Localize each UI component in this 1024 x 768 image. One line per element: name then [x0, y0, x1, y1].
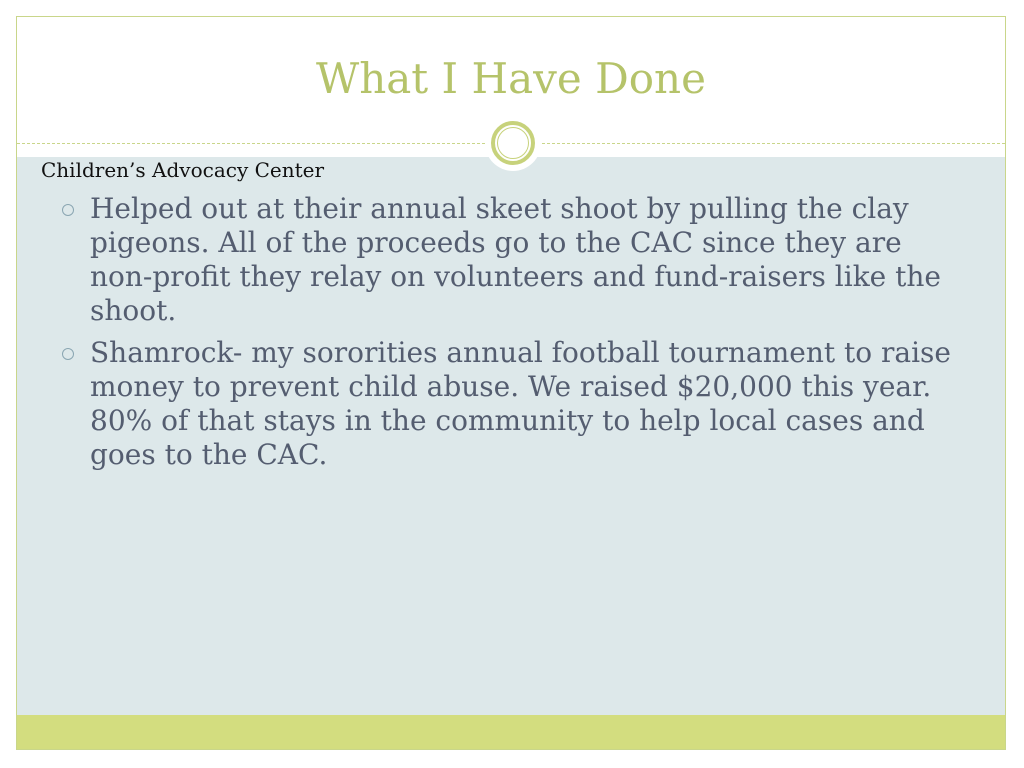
bullet-item	[60, 336, 970, 472]
hollow-circle-bullet-icon	[62, 348, 74, 360]
ring-ornament-icon	[485, 115, 541, 171]
ornament-inner-ring	[497, 127, 529, 159]
section-heading: Children’s Advocacy Center	[41, 158, 325, 182]
bullet-text: Helped out at their annual skeet shoot by pulling the clay pigeons. All of the proceeds go to the CAC since they are non-profit they relay on volunteers and fund-raisers like the shoot.	[90, 192, 942, 327]
footer-bar	[17, 715, 1005, 749]
slide-title: What I Have Done	[316, 54, 706, 103]
ornament-outer-ring	[491, 121, 535, 165]
bullet-text: Shamrock- my sororities annual football tournament to raise money to prevent child abuse. We raised $20,000 this year. 80% of that stays in the community to help local cases and goes to the CAC.	[90, 336, 951, 471]
bullet-item	[60, 192, 970, 328]
bullet-list	[60, 192, 970, 480]
hollow-circle-bullet-icon	[62, 204, 74, 216]
